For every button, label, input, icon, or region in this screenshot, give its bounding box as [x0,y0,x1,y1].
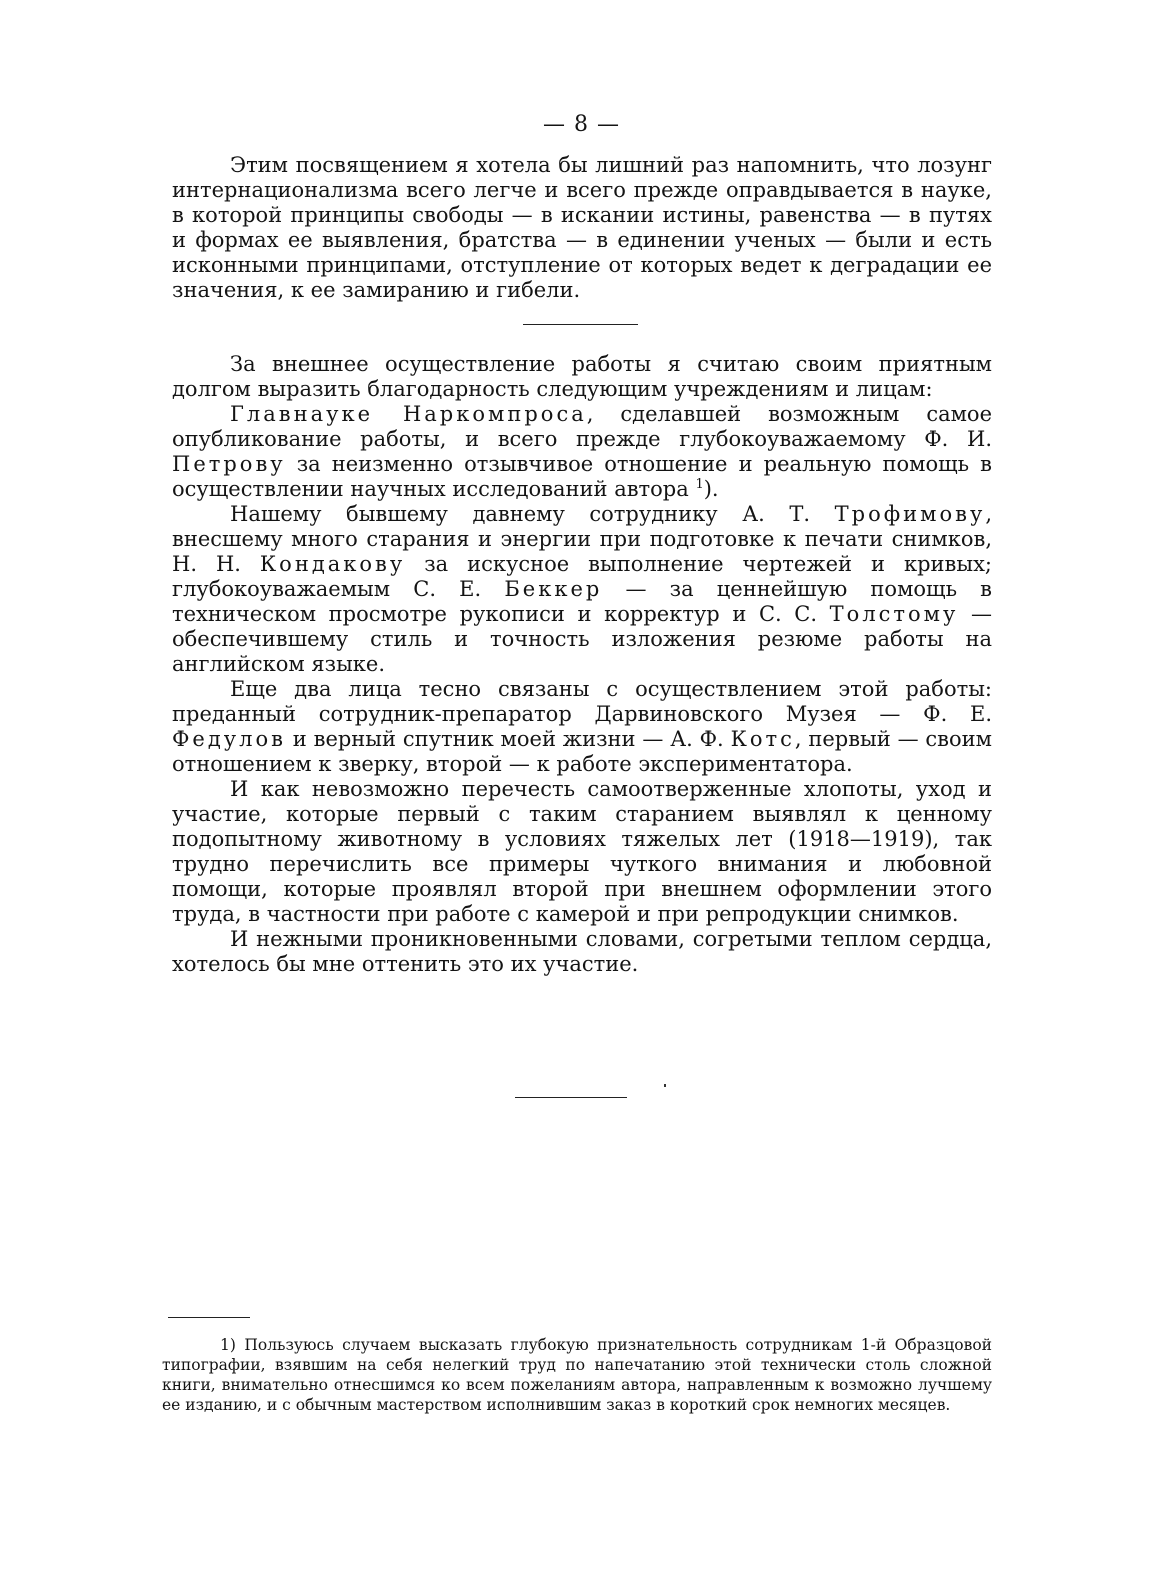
text-run: , первый — своим отношением к зверку, второй — к работе экспериментатора. [172,727,992,776]
acknowledgements-intro: За внешнее осуществление работы я считаю своим приятным долгом выразить благодарность следующим учреждениям и лицам: [172,352,992,401]
text-run: и верный спутник моей жизни — А. Ф. [285,727,731,751]
institution-name: Главнауке Наркомпроса [230,402,587,426]
acknowledgement-paragraph-2 [172,502,992,677]
text-run: , сделавшей возможным самое опубликование работы, и всего прежде глубокоуважаемому Ф. И. [172,402,992,451]
footnote-marker: 1) [220,1336,236,1354]
footnote-text: Пользуюсь случаем высказать глубокую признательность сотрудникам 1-й Образцовой типографии, взявшим на себя нелегкий труд по напечатанию этой технически столь сложной книги, внимательно отнесшимся ко всем пожеланиям автора, направленным к возможно лучшему ее изданию, и с обычным мастерством исполнившим заказ в короткий срок немногих месяцев. [162,1336,992,1414]
footnote-rule [168,1317,250,1318]
person-name: Трофимову [834,502,986,526]
page-number: — 8 — [543,112,620,137]
person-name: Толстому [829,602,959,626]
person-name: Петрову [172,452,286,476]
end-divider [515,1097,627,1098]
text-run: Еще два лица тесно связаны с осуществлением этой работы: преданный сотрудник-препаратор Дарвиновского Музея — Ф. Е. [172,677,992,726]
person-name: Федулов [172,727,286,751]
footnote [162,1335,992,1415]
acknowledgement-paragraph-4: И как невозможно перечесть самоотверженные хлопоты, уход и участие, которые первый с таким старанием выявлял к ценному подопытному животному в условиях тяжелых лет (1918—1919), так трудно перечислить все примеры чуткого внимания и любовной помощи, которые проявлял второй при внешнем оформлении этого труда, в частности при работе с камерой и при репродукции снимков. [172,777,992,926]
person-name: Котс [730,727,795,751]
acknowledgements-block [172,352,992,977]
print-speck [664,1084,666,1087]
text-run: за неизменно отзывчивое отношение и реальную помощь в осуществлении научных исследований автора [172,452,992,501]
person-name: Беккер [504,577,603,601]
text-run: Нашему бывшему давнему сотруднику А. Т. [230,502,835,526]
acknowledgement-paragraph-1 [172,402,992,502]
text-run: — обеспечившему стиль и точность изложения резюме работы на английском языке. [172,602,992,676]
acknowledgement-paragraph-5: И нежными проникновенными словами, согретыми теплом сердца, хотелось бы мне оттенить это их участие. [172,927,992,976]
footnote-reference: 1 [695,477,704,492]
dedication-paragraph: Этим посвящением я хотела бы лишний раз напомнить, что лозунг интернационализма всего легче и всего прежде оправдывается в науке, в которой принципы свободы — в искании истины, равенства — в путях и формах ее выявления, братства — в единении ученых — были и есть исконными принципами, отступление от которых ведет к деградации ее значения, к ее замиранию и гибели. [172,153,992,302]
section-divider [523,324,638,325]
text-run: , внесшему много старания и энергии при подготовке к печати снимков, Н. Н. [172,502,992,576]
text-run: — за ценнейшую помощь в техническом просмотре рукописи и корректур и С. С. [172,577,992,626]
dedication-block [172,153,992,303]
person-name: Кондакову [259,552,406,576]
text-run: ). [703,477,719,501]
text-run: за искусное выполнение чертежей и кривых; глубокоуважаемым С. Е. [172,552,993,601]
acknowledgement-paragraph-3 [172,677,992,777]
